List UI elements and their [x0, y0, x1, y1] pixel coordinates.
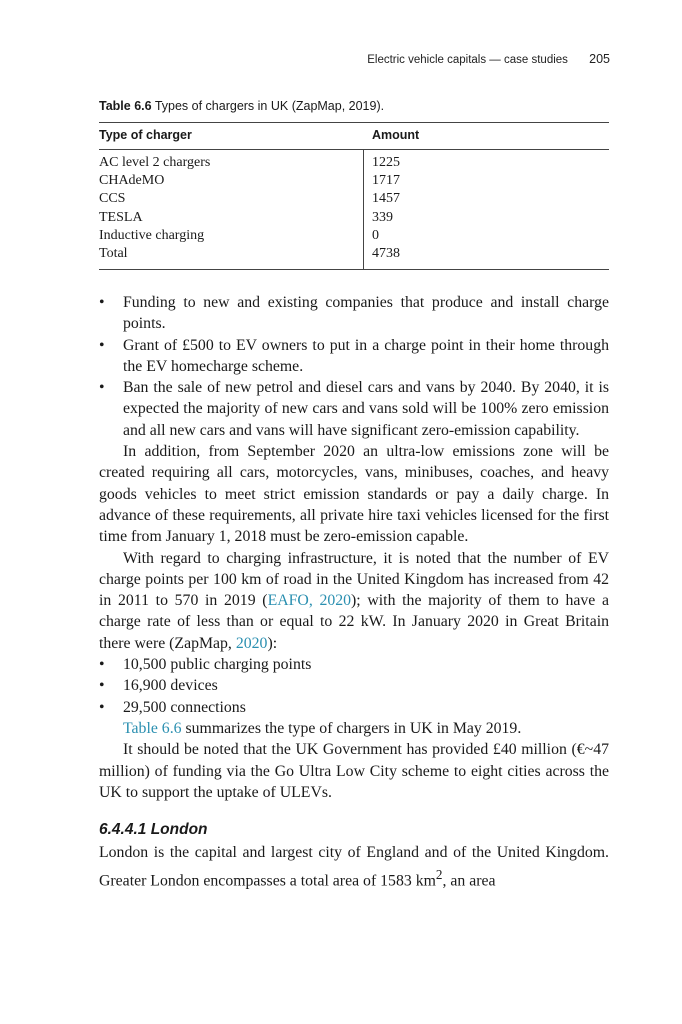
list-item: • 16,900 devices [99, 675, 609, 696]
table-label: Table 6.6 [99, 99, 152, 113]
citation-link-eafo[interactable]: EAFO, 2020 [267, 592, 352, 610]
table-cell: 4738 [372, 246, 400, 262]
table-cell: 339 [372, 209, 393, 225]
page-number: 205 [589, 52, 610, 66]
text-run: , an area [442, 871, 496, 889]
table-bottom-rule [99, 269, 609, 270]
table-row [99, 190, 609, 208]
list-item: • 10,500 public charging points [99, 654, 609, 675]
list-item: • 29,500 connections [99, 697, 609, 718]
section-heading [99, 819, 609, 840]
paragraph-table-reference [99, 718, 609, 739]
table-header-rule [99, 149, 609, 150]
paragraph-london [99, 842, 609, 891]
table-row [99, 227, 609, 245]
list-item: • Funding to new and existing companies that produce and install charge points. [99, 292, 609, 335]
body-text [99, 292, 609, 891]
section-title: London [150, 821, 208, 839]
table-caption-text: Types of chargers in UK (ZapMap, 2019). [154, 99, 385, 113]
text-run: London is the capital and largest city of England and of the United Kingdom. Greater London encompasses a total area of 1583 km [99, 844, 609, 889]
table-cell: 0 [372, 227, 379, 243]
paragraph-ulez: In addition, from September 2020 an ultra-low emissions zone will be created requiring all cars, motorcycles, vans, minibuses, coaches, and heavy goods vehicles to meet strict emission standards or pay a daily charge. In advance of these requirements, all private hire taxi vehicles licensed for the first time from January 1, 2018 must be zero-emission capable. [99, 443, 609, 546]
text-run: With regard to charging infrastructure, it is noted that the number of EV charge points per 100 km of road in the United Kingdom has increased from 42 in 2011 to 570 in 2019 ( [99, 549, 609, 610]
table-cell: TESLA [99, 209, 143, 225]
section-number: 6.4.4.1 [99, 821, 147, 839]
table-top-rule [99, 122, 609, 123]
table-row [99, 154, 609, 172]
table-row [99, 172, 609, 190]
paragraph-infrastructure [99, 548, 609, 654]
table-body [99, 154, 609, 263]
table-reference-link[interactable]: Table 6.6 [123, 719, 182, 737]
table-header-type: Type of charger [99, 128, 192, 142]
citation-link-zapmap[interactable]: 2020 [235, 634, 268, 652]
table-cell: Inductive charging [99, 227, 205, 243]
table-header-amount: Amount [372, 128, 420, 142]
table-cell: Total [99, 246, 128, 262]
table-row [99, 245, 609, 263]
table-cell: CCS [99, 191, 126, 207]
text-run: ); with the majority of them to have a charge rate of less than or equal to 22 kW. In January 2020 in Great Britain there were (ZapMap, [99, 592, 609, 652]
bullet-list-policies [99, 292, 609, 441]
table-cell: 1717 [372, 173, 400, 189]
text-run: summarizes the type of chargers in UK in May 2019. [181, 719, 522, 737]
text-run: ): [267, 634, 278, 652]
superscript: 2 [435, 866, 443, 882]
list-item: • Grant of £500 to EV owners to put in a charge point in their home through the EV homecharge scheme. [99, 335, 609, 378]
table-cell: 1225 [372, 155, 400, 170]
list-item: • Ban the sale of new petrol and diesel cars and vans by 2040. By 2040, it is expected the majority of new cars and vans sold will be 100% zero emission and all new cars and vans will have significant zero-emission capability. [99, 377, 609, 441]
paragraph-funding: It should be noted that the UK Government has provided £40 million (€~47 million) of funding via the Go Ultra Low City scheme to eight cities across the UK to support the uptake of ULEVs. [99, 741, 609, 801]
table-caption [99, 99, 384, 113]
bullet-list-stats [99, 654, 609, 718]
running-title: Electric vehicle capitals — case studies [367, 54, 568, 66]
table-row [99, 209, 609, 227]
table-cell: CHAdeMO [99, 173, 165, 189]
running-header [367, 52, 610, 66]
table-cell: 1457 [372, 191, 400, 207]
table-cell: AC level 2 chargers [99, 155, 211, 170]
